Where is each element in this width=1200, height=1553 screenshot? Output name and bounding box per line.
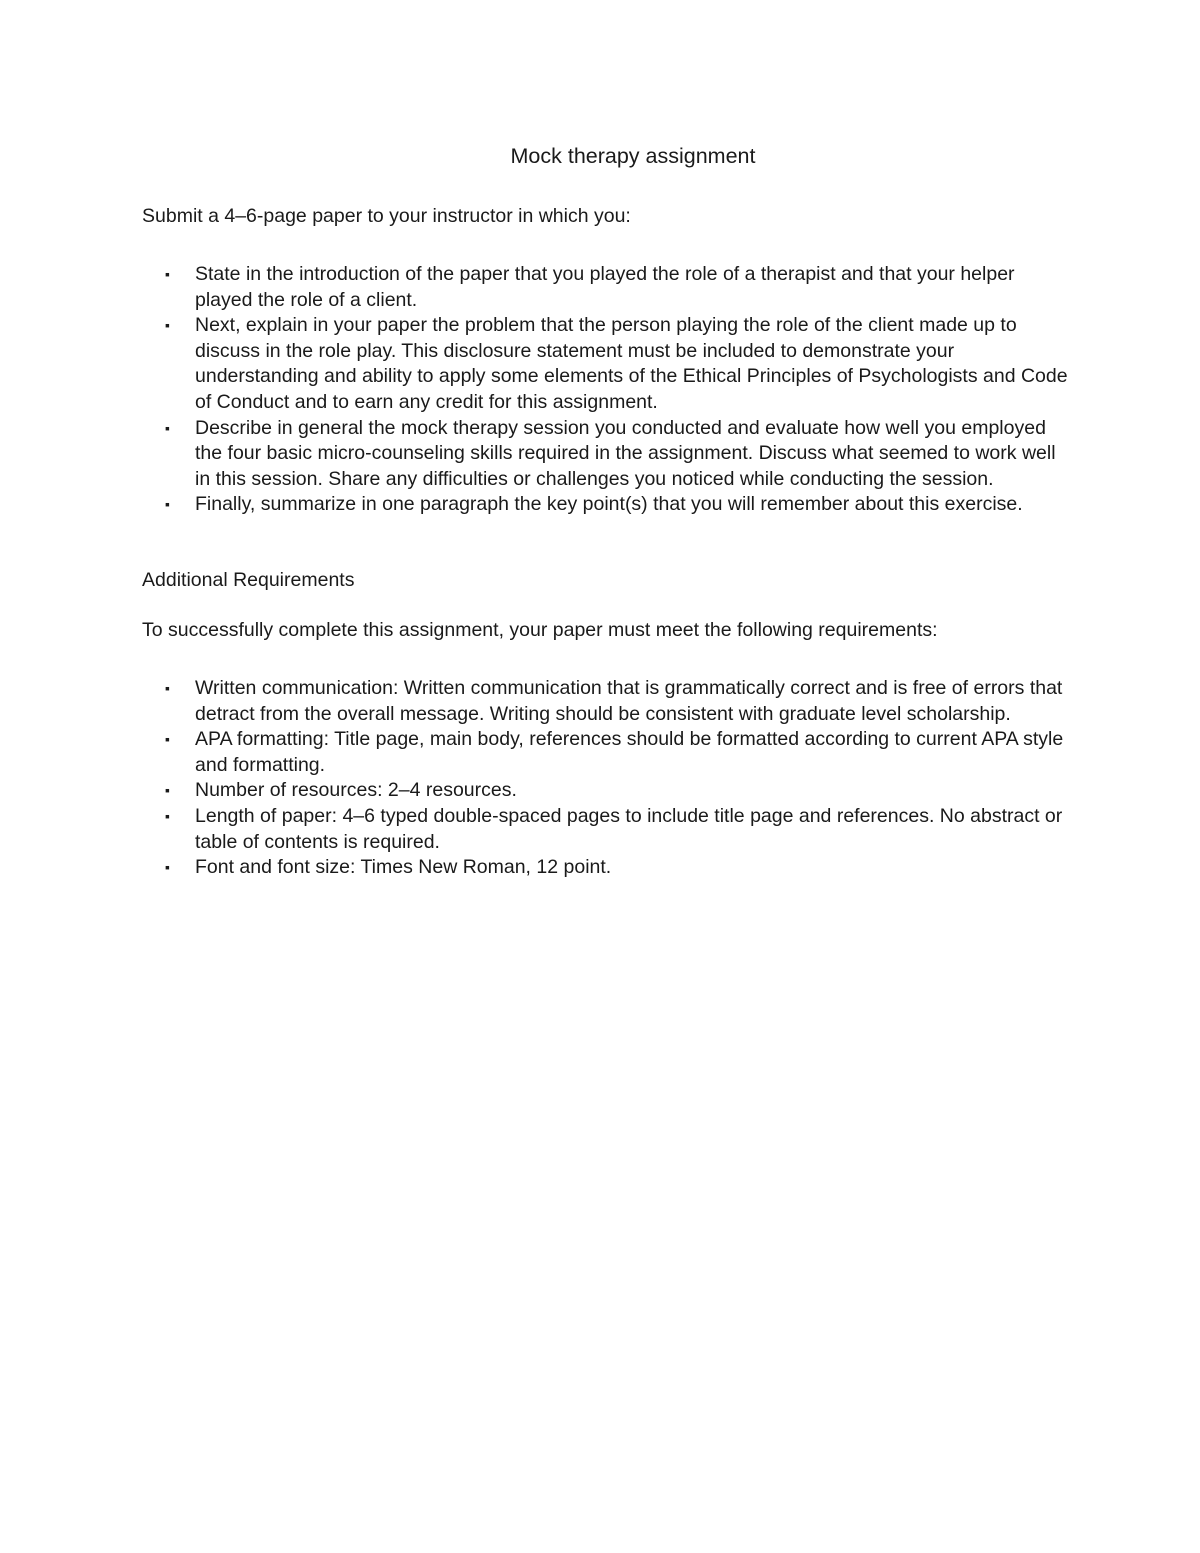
requirement-text: Length of paper: 4–6 typed double-spaced pages to include title page and references. No abstract or table of contents is required. bbox=[195, 804, 1063, 853]
intro-paragraph: Submit a 4–6-page paper to your instructor in which you: bbox=[142, 205, 631, 227]
task-text: Next, explain in your paper the problem that the person playing the role of the client made up to discuss in the role play. This disclosure statement must be included to demonstrate your understanding and ability to apply some elements of the Ethical Principles of Psychologists and Code of Conduct and to earn any credit for this assignment. bbox=[195, 314, 1068, 413]
bullet-icon: ▪ bbox=[165, 680, 170, 696]
list-item bbox=[0, 416, 1075, 493]
list-item bbox=[0, 804, 1065, 855]
requirement-text: Written communication: Written communication that is grammatically correct and is free of errors that detract from the overall message. Writing should be consistent with graduate level scholarship. bbox=[195, 677, 1063, 725]
bullet-icon: ▪ bbox=[165, 731, 170, 748]
list-item bbox=[0, 492, 1075, 518]
list-item bbox=[0, 778, 1065, 804]
task-text: State in the introduction of the paper that you played the role of a therapist and that your helper played the role of a client. bbox=[195, 263, 1015, 311]
bullet-icon: ▪ bbox=[165, 266, 170, 282]
bullet-icon: ▪ bbox=[165, 807, 170, 824]
list-item bbox=[0, 855, 1065, 881]
bullet-icon: ▪ bbox=[165, 496, 170, 513]
list-item bbox=[0, 727, 1065, 778]
additional-requirements-heading: Additional Requirements bbox=[142, 569, 355, 591]
document-title: Mock therapy assignment bbox=[510, 144, 756, 168]
list-item bbox=[0, 676, 1065, 727]
requirements-list bbox=[0, 676, 1200, 881]
requirement-text: Font and font size: Times New Roman, 12 point. bbox=[195, 856, 612, 879]
requirements-intro: To successfully complete this assignment, your paper must meet the following requirements: bbox=[142, 619, 938, 641]
task-text: Finally, summarize in one paragraph the key point(s) that you will remember about this exercise. bbox=[195, 493, 1023, 516]
requirement-text: Number of resources: 2–4 resources. bbox=[195, 779, 517, 802]
requirement-text: APA formatting: Title page, main body, references should be formatted according to current APA style and formatting. bbox=[195, 728, 1064, 776]
bullet-icon: ▪ bbox=[165, 317, 170, 334]
task-list bbox=[0, 262, 1200, 518]
bullet-icon: ▪ bbox=[165, 419, 170, 436]
task-text: Describe in general the mock therapy session you conducted and evaluate how well you employed the four basic micro-counseling skills required in the assignment. Discuss what seemed to work well in this session. Share any difficulties or challenges you noticed while conducting the session. bbox=[195, 416, 1056, 490]
bullet-icon: ▪ bbox=[165, 782, 170, 799]
list-item bbox=[0, 262, 1075, 313]
list-item bbox=[0, 313, 1075, 415]
bullet-icon: ▪ bbox=[165, 859, 170, 876]
